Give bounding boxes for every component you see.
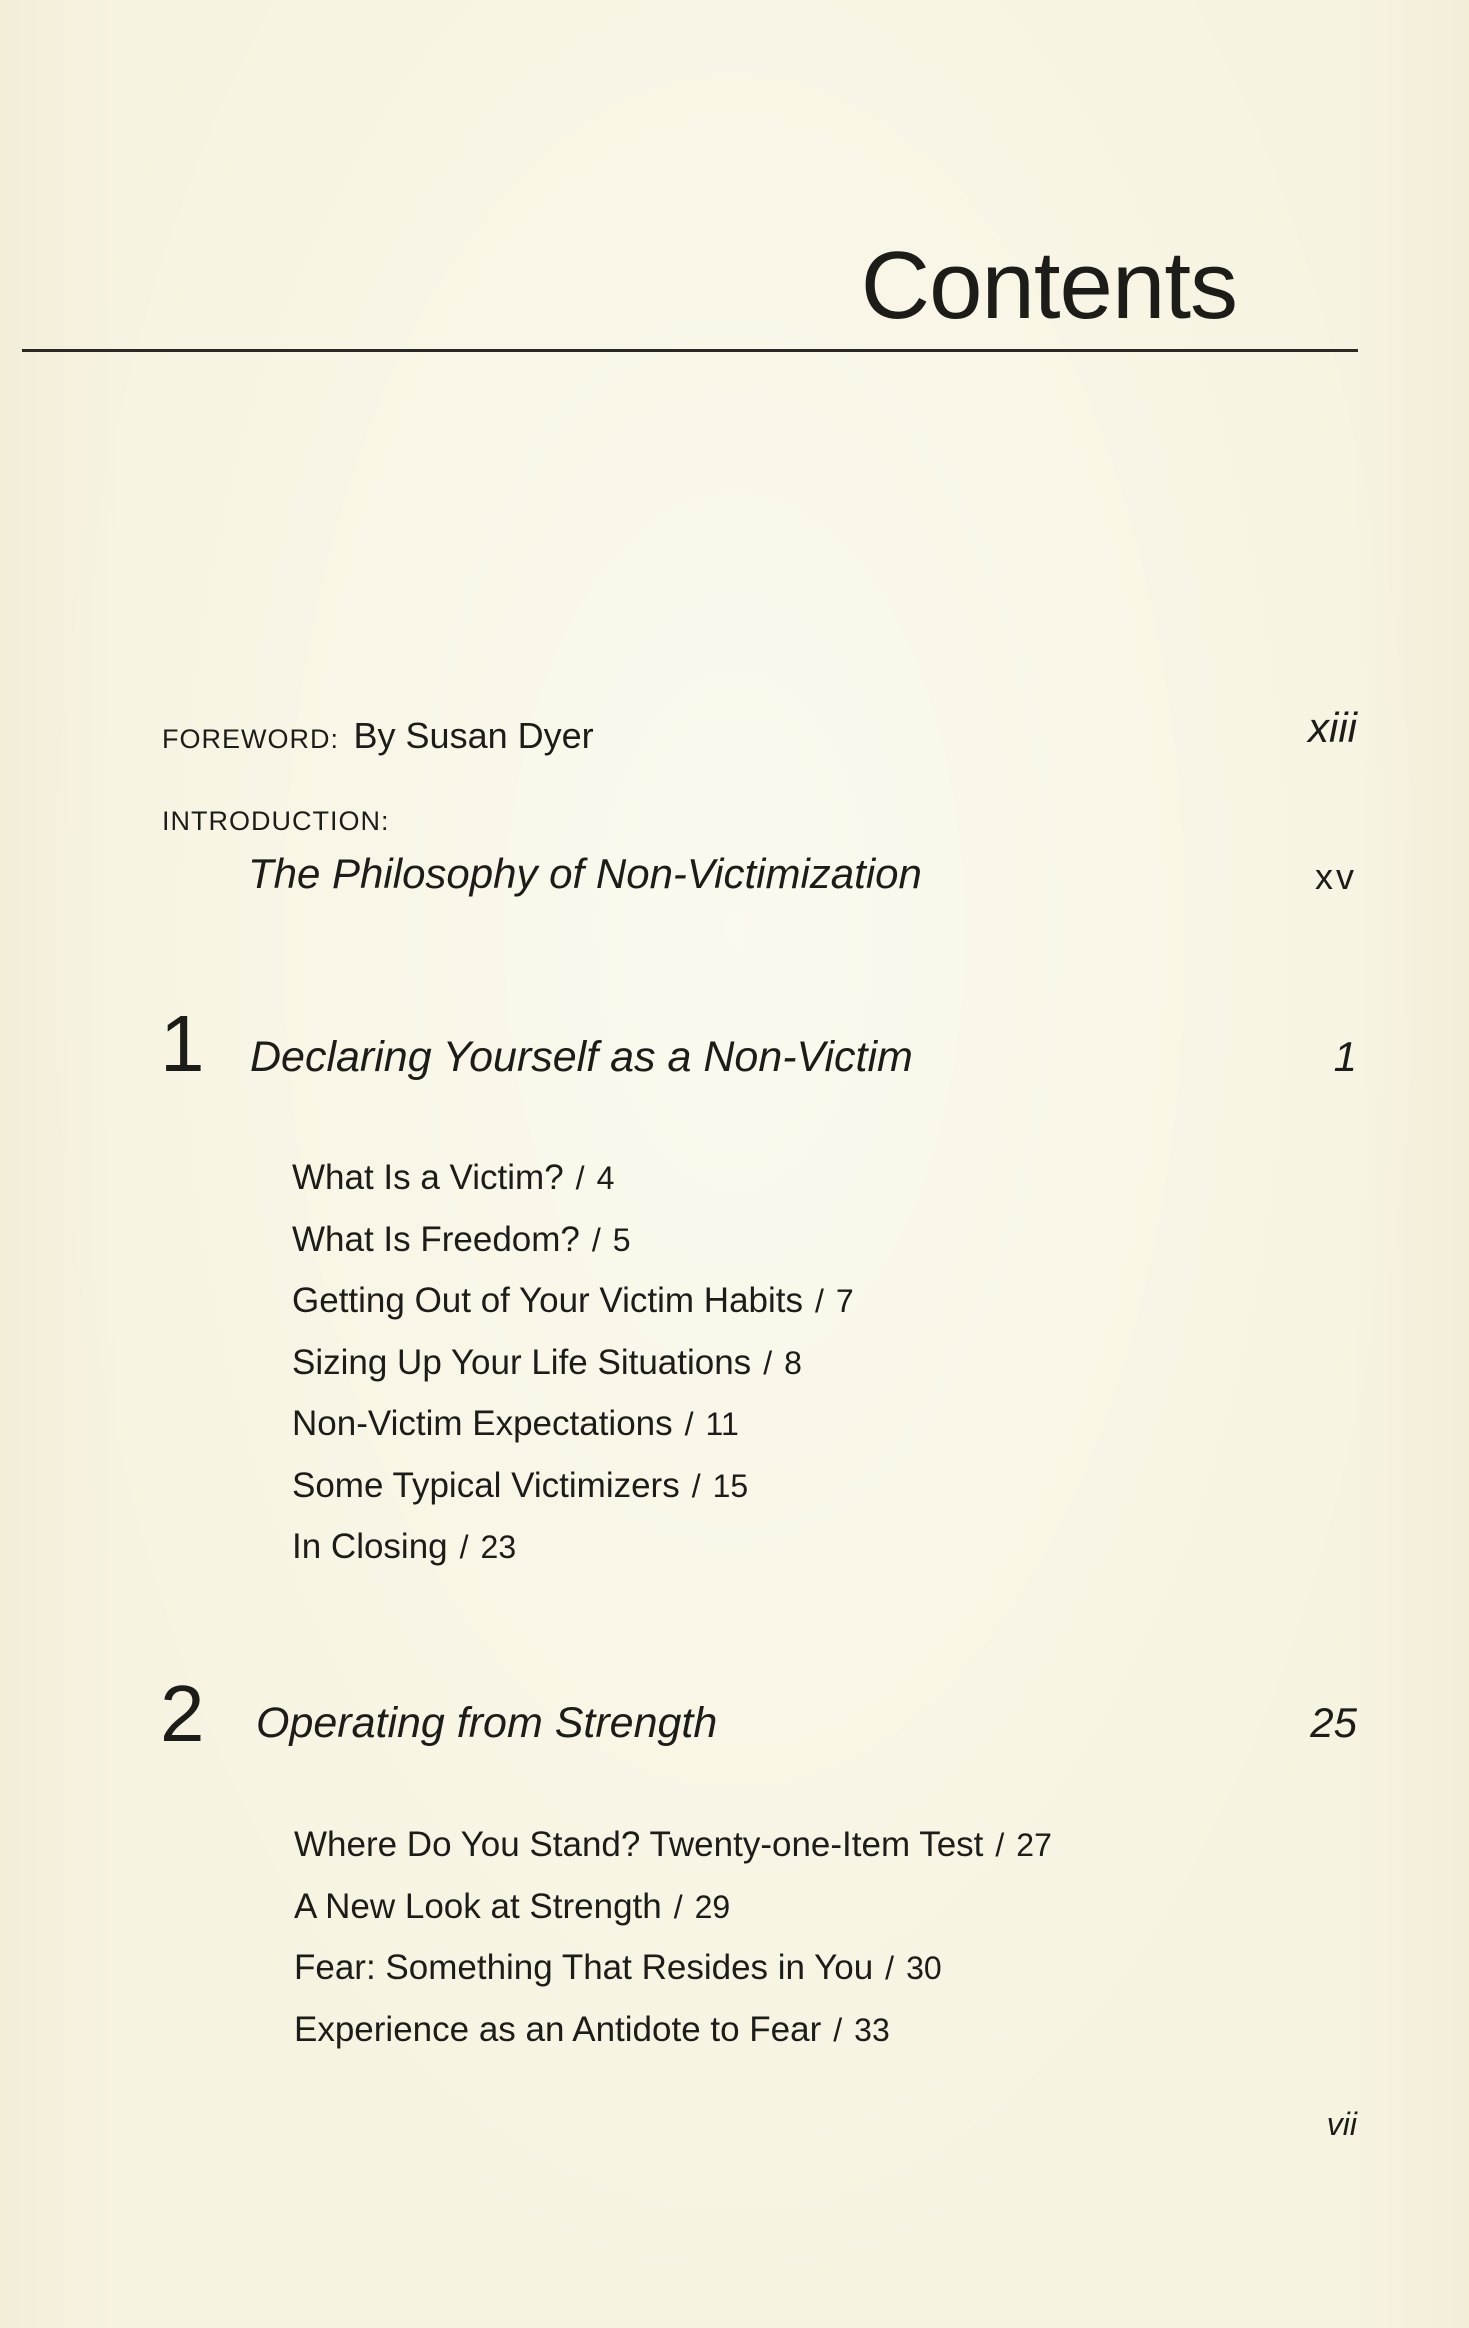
section-page: 23: [480, 1529, 517, 1565]
chapter-1-number: 1: [160, 999, 205, 1088]
section-separator: /: [673, 1888, 683, 1925]
foreword-entry: [162, 715, 594, 756]
section-separator: /: [459, 1529, 469, 1565]
section-item: [292, 1270, 854, 1332]
introduction-title: The Philosophy of Non-Victimization: [248, 850, 922, 897]
section-page: 30: [906, 1950, 942, 1986]
section-page: 4: [596, 1160, 615, 1196]
section-item: [292, 1455, 854, 1517]
section-title: Getting Out of Your Victim Habits: [292, 1281, 804, 1320]
section-separator: /: [833, 2011, 843, 2048]
section-page: 11: [705, 1406, 739, 1442]
foreword-label: FOREWORD:: [162, 724, 339, 754]
section-separator: /: [575, 1160, 585, 1196]
section-title: Some Typical Victimizers: [292, 1465, 680, 1505]
section-item: [292, 1209, 854, 1271]
page-folio: vii: [1326, 2106, 1357, 2142]
section-item: [294, 1814, 1052, 1876]
section-page: 33: [854, 2011, 890, 2048]
chapter-1-sections: [292, 1147, 854, 1578]
section-separator: /: [763, 1344, 773, 1381]
chapter-1-page: 1: [1333, 1033, 1357, 1080]
section-item: [294, 1876, 1052, 1938]
chapter-2-title: Operating from Strength: [256, 1699, 718, 1747]
foreword-page: xiii: [1308, 704, 1357, 751]
section-title: Fear: Something That Resides in You: [294, 1948, 874, 1987]
section-title: Experience as an Antidote to Fear: [294, 2009, 822, 2049]
section-separator: /: [691, 1467, 701, 1504]
chapter-2-number: 2: [160, 1669, 205, 1758]
section-separator: /: [815, 1283, 824, 1319]
section-item: [292, 1332, 854, 1394]
section-separator: /: [591, 1221, 601, 1258]
section-separator: /: [684, 1406, 694, 1442]
introduction-label: INTRODUCTION:: [162, 806, 390, 836]
section-separator: /: [885, 1950, 895, 1986]
section-page: 5: [612, 1221, 631, 1258]
section-title: What Is Freedom?: [292, 1219, 580, 1259]
section-item: [294, 1937, 1052, 1999]
section-separator: /: [995, 1827, 1005, 1863]
section-item: [292, 1147, 854, 1209]
section-title: Non-Victim Expectations: [292, 1404, 673, 1443]
section-title: What Is a Victim?: [292, 1158, 564, 1197]
section-item: [292, 1516, 854, 1578]
chapter-2-sections: [294, 1814, 1052, 2060]
section-page: 15: [712, 1467, 749, 1504]
section-title: Sizing Up Your Life Situations: [292, 1342, 752, 1382]
section-title: A New Look at Strength: [294, 1886, 662, 1926]
section-page: 29: [694, 1888, 731, 1925]
introduction-page: xv: [1315, 856, 1357, 897]
title-rule: [22, 349, 1358, 352]
chapter-2-page: 25: [1310, 1699, 1357, 1746]
page-title: Contents: [860, 232, 1237, 339]
section-page: 7: [835, 1283, 854, 1319]
section-title: In Closing: [292, 1527, 448, 1566]
foreword-title: By Susan Dyer: [353, 715, 594, 756]
section-item: [292, 1393, 854, 1455]
section-item: [294, 1999, 1052, 2061]
section-page: 27: [1016, 1827, 1052, 1863]
chapter-1-title: Declaring Yourself as a Non-Victim: [250, 1033, 913, 1081]
section-title: Where Do You Stand? Twenty-one-Item Test: [294, 1825, 984, 1864]
section-page: 8: [784, 1344, 802, 1381]
